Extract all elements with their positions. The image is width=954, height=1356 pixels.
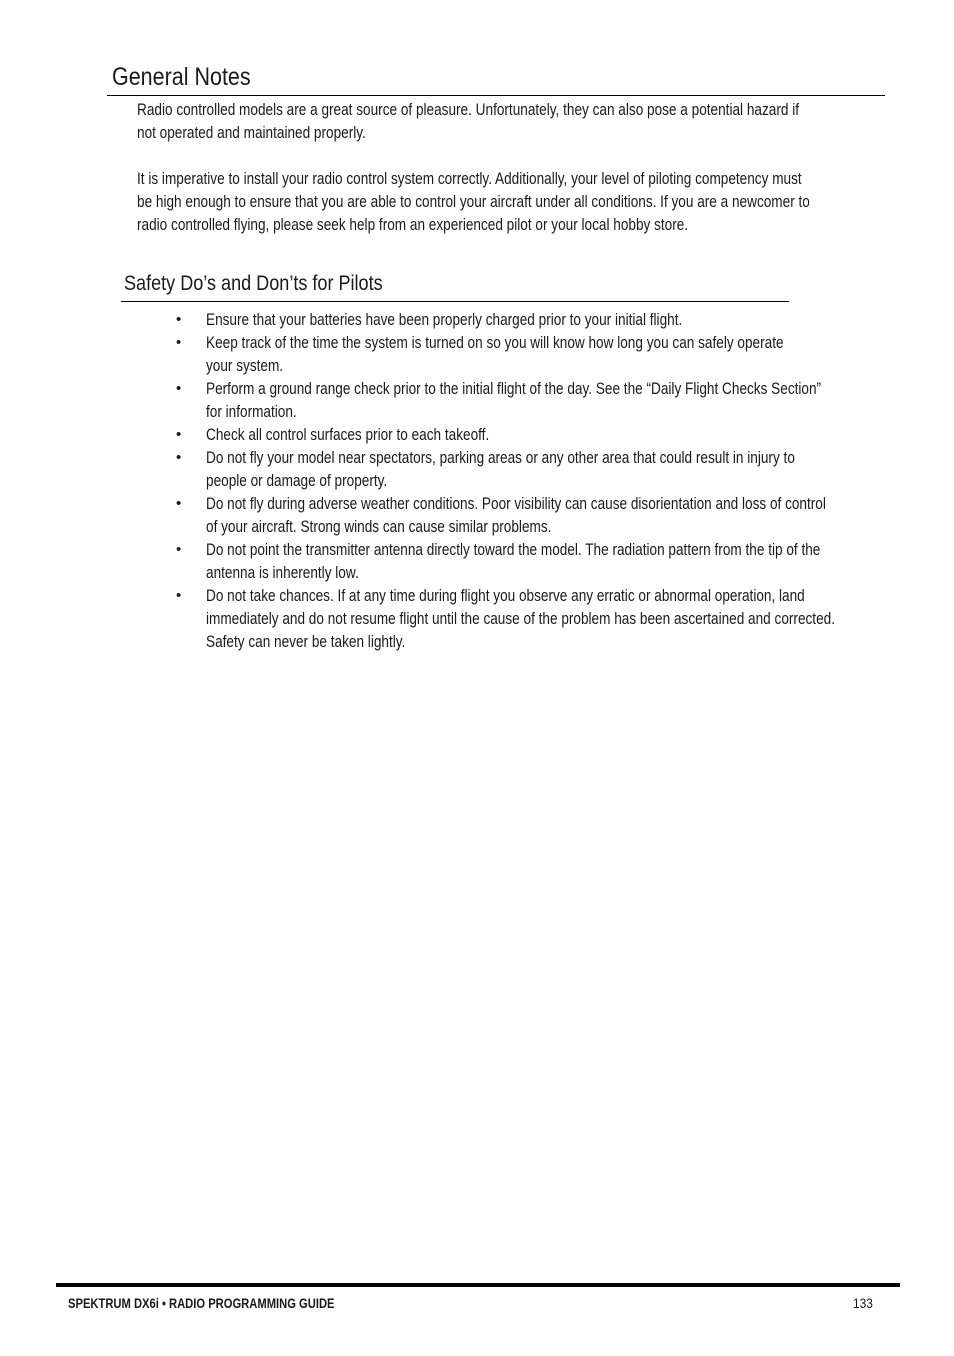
section-heading-general-notes: General Notes: [112, 63, 251, 91]
bullet-line: your system.: [206, 356, 284, 375]
safety-bullet-item: [0, 446, 954, 492]
paragraph-line: Radio controlled models are a great source of pleasure. Unfortunately, they can also pose a potential hazard if: [137, 100, 800, 119]
bullet-text: [206, 308, 954, 331]
bullet-line: Do not fly during adverse weather conditions. Poor visibility can cause disorientation and loss of control: [206, 494, 826, 513]
safety-bullet-item: [0, 331, 954, 377]
paragraph-line: radio controlled flying, please seek help from an experienced pilot or your local hobby store.: [137, 215, 689, 234]
paragraph-line: be high enough to ensure that you are able to control your aircraft under all conditions. If you are a newcomer to: [137, 192, 810, 211]
safety-bullet-item: [0, 584, 954, 653]
bullet-line: of your aircraft. Strong winds can cause similar problems.: [206, 517, 552, 536]
bullet-line: Do not fly your model near spectators, parking areas or any other area that could result in injury to: [206, 448, 795, 467]
bullet-text: [206, 331, 954, 377]
bullet-text: [206, 446, 954, 492]
bullet-line: for information.: [206, 402, 297, 421]
bullet-line: antenna is inherently low.: [206, 563, 359, 582]
section-heading-safety: Safety Do’s and Don’ts for Pilots: [124, 272, 383, 295]
bullet-line: Keep track of the time the system is turned on so you will know how long you can safely operate: [206, 333, 784, 352]
bullet-line: Do not take chances. If at any time during flight you observe any erratic or abnormal operation, land: [206, 586, 805, 605]
subheading-rule: [121, 301, 789, 302]
bullet-text: [206, 538, 954, 584]
bullet-icon: •: [176, 449, 182, 466]
bullet-text: [206, 377, 954, 423]
bullet-icon: •: [176, 426, 182, 443]
bullet-line: Safety can never be taken lightly.: [206, 632, 406, 651]
bullet-line: Ensure that your batteries have been properly charged prior to your initial flight.: [206, 310, 683, 329]
bullet-icon: •: [176, 495, 182, 512]
safety-bullet-item: [0, 308, 954, 331]
safety-bullet-item: [0, 423, 954, 446]
footer-guide-title: SPEKTRUM DX6i • RADIO PROGRAMMING GUIDE: [68, 1295, 335, 1311]
bullet-text: [206, 584, 954, 653]
safety-bullet-item: [0, 538, 954, 584]
bullet-line: people or damage of property.: [206, 471, 388, 490]
paragraph-line: not operated and maintained properly.: [137, 123, 366, 142]
safety-bullet-item: [0, 492, 954, 538]
bullet-icon: •: [176, 587, 182, 604]
bullet-text: [206, 492, 954, 538]
paragraph-intro: [137, 98, 954, 144]
bullet-text: [206, 423, 954, 446]
bullet-line: Check all control surfaces prior to each takeoff.: [206, 425, 490, 444]
bullet-icon: •: [176, 311, 182, 328]
safety-bullet-list: [0, 308, 954, 653]
bullet-line: Do not point the transmitter antenna directly toward the model. The radiation pattern from the tip of the: [206, 540, 821, 559]
bullet-line: Perform a ground range check prior to the initial flight of the day. See the “Daily Flight Checks Section”: [206, 379, 822, 398]
paragraph-installation: [137, 167, 954, 236]
footer-rule: [56, 1283, 900, 1287]
bullet-icon: •: [176, 380, 182, 397]
bullet-icon: •: [176, 541, 182, 558]
safety-bullet-item: [0, 377, 954, 423]
heading-rule: [107, 95, 885, 96]
bullet-icon: •: [176, 334, 182, 351]
page-number: 133: [853, 1295, 873, 1311]
bullet-line: immediately and do not resume flight until the cause of the problem has been ascertained and corrected.: [206, 609, 835, 628]
paragraph-line: It is imperative to install your radio control system correctly. Additionally, your level of piloting competency must: [137, 169, 802, 188]
